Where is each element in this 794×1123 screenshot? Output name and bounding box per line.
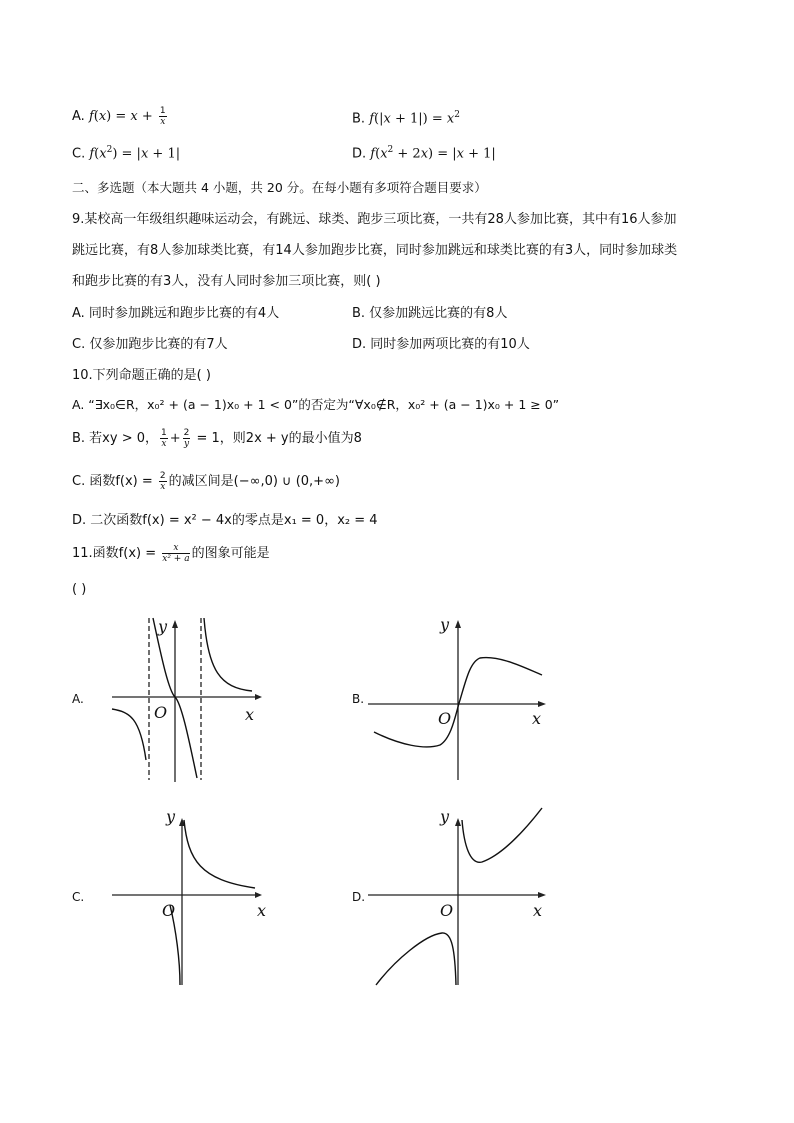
graph-c-label: C. — [72, 890, 85, 904]
q10-b-suffix: = 1，则2x + y的最小值为8 — [192, 431, 362, 446]
q9-option-c: C. 仅参加跑步比赛的有7人 — [72, 337, 228, 352]
graph-c-y-label: y — [166, 807, 176, 826]
graph-a-y-label: y — [158, 617, 168, 636]
graph-d-label: D. — [352, 890, 366, 904]
graph-d-y-label: y — [440, 807, 450, 826]
graph-a-origin: O — [154, 703, 168, 722]
q8-option-c: C. $f(x^2) = |x + 1|$ — [72, 145, 181, 162]
fraction: $\frac{2}{y}$ — [183, 428, 190, 449]
q9-stem-line2: 跳远比赛，有8人参加球类比赛，有14人参加跑步比赛，同时参加跳远和球类比赛的有3人，同时参加球类 — [72, 243, 678, 258]
graph-d-curve-right — [462, 808, 542, 862]
q10-c-prefix: C. 函数f(x) = — [72, 474, 157, 489]
graph-b-x-label: x — [532, 709, 542, 728]
option-letter: C. — [72, 146, 86, 162]
q10-option-d: D. 二次函数f(x) = x² − 4x的零点是x₁ = 0，x₂ = 4 — [72, 513, 378, 528]
q9-option-b: B. 仅参加跳远比赛的有8人 — [352, 306, 508, 321]
q10-b-prefix: B. 若xy > 0， — [72, 431, 158, 446]
q9-stem-line3: 和跑步比赛的有3人，没有人同时参加三项比赛，则( ) — [72, 274, 381, 289]
graph-c-origin: O — [162, 901, 176, 920]
q9-option-a: A. 同时参加跳远和跑步比赛的有4人 — [72, 306, 280, 321]
option-letter: B. — [352, 111, 366, 127]
option-letter: A. — [72, 109, 85, 124]
graph-b-y-label: y — [440, 615, 450, 634]
q9-stem-line1: 9.某校高一年级组织趣味运动会，有跳远、球类、跑步三项比赛，一共有28人参加比赛，其中有16人参加 — [72, 212, 677, 227]
q11-stem-prefix: 11.函数f(x) = — [72, 546, 161, 561]
q8-option-b: B. $f(|x + 1|) = x^2$ — [352, 110, 460, 127]
q9-option-d: D. 同时参加两项比赛的有10人 — [352, 337, 530, 352]
graph-d-origin: O — [440, 901, 454, 920]
q8-option-d: D. $f(x^2 + 2x) = |x + 1|$ — [352, 145, 496, 162]
graph-b-label: B. — [352, 692, 365, 706]
graph-d-x-label: x — [533, 901, 543, 920]
graph-d-curve-left — [376, 933, 456, 985]
graph-a-x-label: x — [245, 705, 255, 724]
option-letter: D. — [352, 146, 367, 162]
q8-a-expr: f — [88, 109, 94, 124]
q10-option-a: A. “∃x₀∈R，x₀² + (a − 1)x₀ + 1 < 0”的否定为“∀x₀∉R，x₀² + (a − 1)x₀ + 1 ≥ 0” — [72, 397, 560, 412]
q11-paren: ( ) — [72, 582, 87, 597]
q8-option-a: A. f(x) = x + $\frac{1}{x}$ — [72, 106, 166, 127]
q10-stem: 10.下列命题正确的是( ) — [72, 368, 211, 383]
q10-c-suffix: 的减区间是(−∞,0) ∪ (0,+∞) — [168, 474, 340, 489]
graph-b-origin: O — [438, 709, 452, 728]
graph-c-x-label: x — [257, 901, 267, 920]
fraction: $\frac{1}{x}$ — [161, 428, 167, 449]
fraction: $\frac{1}{x}$ — [159, 106, 166, 127]
q10-option-b: B. 若xy > 0， $\frac{1}{x}$ + $\frac{2}{y}$ = 1，则2x + y的最小值为8 — [72, 428, 362, 449]
graph-a-label: A. — [72, 692, 84, 706]
fraction: $\frac{2}{x}$ — [159, 471, 166, 492]
section-heading: 二、多选题（本大题共 4 小题，共 20 分。在每小题有多项符合题目要求） — [72, 180, 487, 195]
q11-stem-suffix: 的图象可能是 — [191, 546, 270, 561]
fraction: $\frac{x}{\text{x² + a}}$ — [162, 543, 190, 564]
